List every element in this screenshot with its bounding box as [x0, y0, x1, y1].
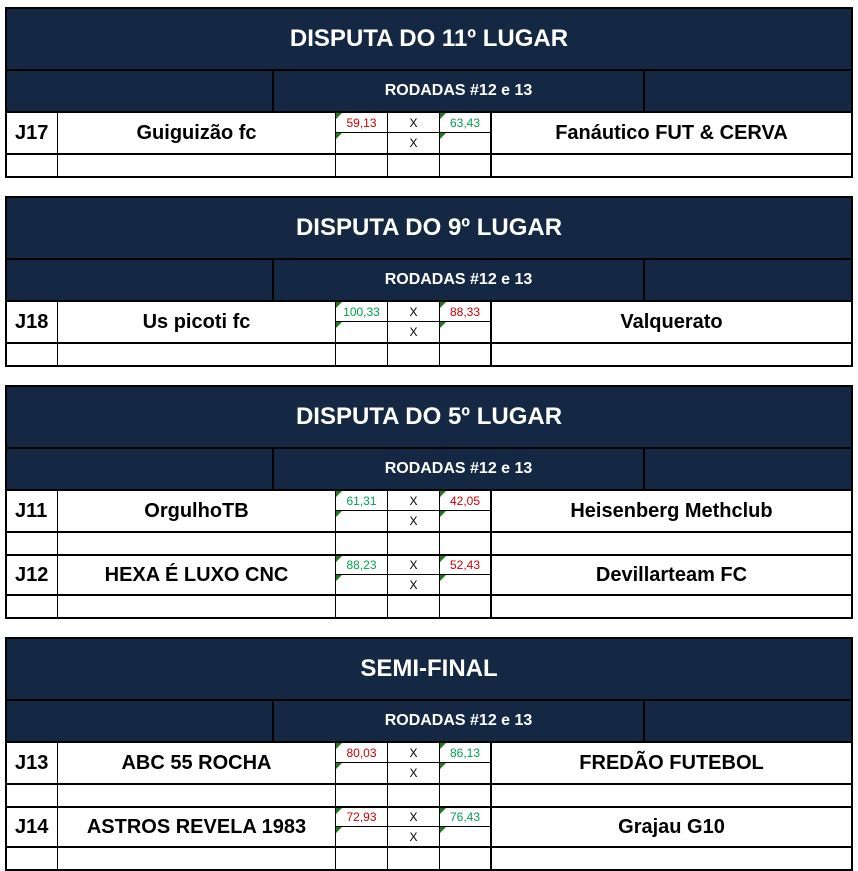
- empty-cell[interactable]: [440, 533, 492, 554]
- home-team[interactable]: OrgulhoTB: [58, 491, 336, 531]
- away-score: 52,43: [449, 558, 481, 572]
- subheader-empty-right: [645, 449, 851, 489]
- empty-cell[interactable]: [336, 785, 388, 806]
- match-row: [7, 302, 851, 365]
- empty-cell[interactable]: [440, 785, 492, 806]
- comment-marker-icon: [440, 133, 446, 139]
- empty-cell[interactable]: [58, 344, 336, 365]
- home-score-cell[interactable]: [336, 491, 388, 531]
- comment-marker-icon: [336, 827, 342, 833]
- home-score: 100,33: [343, 304, 380, 319]
- empty-cell[interactable]: [7, 344, 58, 365]
- versus-mark: X: [409, 136, 418, 150]
- rounds-label: RODADAS #12 e 13: [274, 701, 645, 741]
- versus-cell[interactable]: [388, 491, 440, 531]
- home-score-cell[interactable]: [336, 113, 388, 153]
- empty-cell[interactable]: [492, 533, 851, 554]
- empty-cell[interactable]: [440, 344, 492, 365]
- match-id[interactable]: J17: [7, 113, 58, 153]
- match-id[interactable]: J14: [7, 808, 58, 846]
- home-score: 88,23: [346, 558, 377, 572]
- away-team[interactable]: Heisenberg Methclub: [570, 499, 773, 522]
- empty-cell[interactable]: [388, 344, 440, 365]
- home-team[interactable]: ASTROS REVELA 1983: [58, 808, 336, 846]
- match-row: [7, 554, 851, 617]
- spacer-row: [7, 785, 851, 806]
- match-id[interactable]: J12: [7, 556, 58, 594]
- comment-marker-icon: [440, 575, 446, 581]
- block-title: DISPUTA DO 11º LUGAR: [7, 9, 851, 71]
- block-subheader: [7, 449, 851, 491]
- empty-cell[interactable]: [58, 533, 336, 554]
- away-team[interactable]: Valquerato: [620, 310, 723, 333]
- home-score: 72,93: [346, 810, 377, 824]
- block-subheader: [7, 71, 851, 113]
- away-score-cell[interactable]: [440, 808, 492, 846]
- bracket-block-9th-place: [5, 196, 853, 367]
- comment-marker-icon: [440, 322, 446, 328]
- comment-marker-icon: [440, 808, 446, 814]
- comment-marker-icon: [336, 302, 342, 308]
- home-score-cell[interactable]: [336, 808, 388, 846]
- versus-mark: X: [409, 766, 418, 780]
- versus-mark: X: [388, 556, 439, 575]
- empty-cell[interactable]: [58, 785, 336, 806]
- match-id[interactable]: J11: [7, 491, 58, 531]
- versus-cell[interactable]: [388, 556, 440, 594]
- empty-cell[interactable]: [388, 596, 440, 617]
- home-score-cell[interactable]: [336, 743, 388, 783]
- empty-cell[interactable]: [7, 533, 58, 554]
- empty-cell[interactable]: [388, 155, 440, 176]
- empty-cell[interactable]: [7, 596, 58, 617]
- block-subheader: [7, 260, 851, 302]
- away-team[interactable]: Fanáutico FUT & CERVA: [555, 121, 788, 144]
- empty-cell[interactable]: [336, 596, 388, 617]
- comment-marker-icon: [440, 556, 446, 562]
- block-title: DISPUTA DO 5º LUGAR: [7, 387, 851, 449]
- spacer-row: [7, 344, 851, 365]
- empty-cell[interactable]: [58, 848, 336, 869]
- versus-mark: X: [409, 514, 418, 528]
- empty-cell[interactable]: [336, 848, 388, 869]
- versus-cell[interactable]: [388, 743, 440, 783]
- empty-cell[interactable]: [58, 155, 336, 176]
- subheader-empty-right: [645, 260, 851, 300]
- comment-marker-icon: [336, 743, 342, 749]
- spacer-row: [7, 155, 851, 176]
- away-score-cell[interactable]: [440, 491, 492, 531]
- home-score-cell[interactable]: [336, 302, 388, 342]
- empty-cell[interactable]: [492, 848, 851, 869]
- versus-mark: X: [388, 808, 439, 827]
- empty-cell[interactable]: [7, 785, 58, 806]
- away-team[interactable]: FREDÃO FUTEBOL: [579, 751, 764, 774]
- away-score: 63,43: [449, 115, 481, 130]
- empty-cell[interactable]: [492, 155, 851, 176]
- match-id[interactable]: J18: [7, 302, 58, 342]
- home-team[interactable]: HEXA É LUXO CNC: [58, 556, 336, 594]
- versus-mark: X: [388, 743, 439, 763]
- comment-marker-icon: [336, 133, 342, 139]
- match-row: [7, 806, 851, 869]
- versus-mark: X: [388, 491, 439, 511]
- home-score: 61,31: [346, 493, 377, 508]
- rounds-label: RODADAS #12 e 13: [274, 260, 645, 300]
- comment-marker-icon: [440, 511, 446, 517]
- comment-marker-icon: [336, 763, 342, 769]
- rounds-label: RODADAS #12 e 13: [274, 449, 645, 489]
- comment-marker-icon: [440, 827, 446, 833]
- empty-cell[interactable]: [388, 848, 440, 869]
- comment-marker-icon: [336, 556, 342, 562]
- match-row: [7, 743, 851, 806]
- empty-cell[interactable]: [440, 848, 492, 869]
- match-row: [7, 491, 851, 554]
- subheader-empty-right: [645, 71, 851, 111]
- away-score-cell[interactable]: [440, 743, 492, 783]
- comment-marker-icon: [440, 763, 446, 769]
- away-team[interactable]: Devillarteam FC: [595, 563, 748, 586]
- comment-marker-icon: [440, 113, 446, 119]
- comment-marker-icon: [336, 113, 342, 119]
- empty-cell[interactable]: [336, 155, 388, 176]
- home-score: 80,03: [346, 745, 377, 760]
- home-team[interactable]: ABC 55 ROCHA: [58, 743, 336, 783]
- spacer-row: [7, 533, 851, 554]
- spacer-row: [7, 596, 851, 617]
- versus-cell[interactable]: [388, 808, 440, 846]
- match-id[interactable]: J13: [7, 743, 58, 783]
- empty-cell[interactable]: [388, 785, 440, 806]
- block-subheader: [7, 701, 851, 743]
- away-score-cell[interactable]: [440, 556, 492, 594]
- comment-marker-icon: [336, 322, 342, 328]
- away-score: 42,05: [449, 493, 481, 508]
- home-team[interactable]: Us picoti fc: [58, 302, 336, 342]
- versus-mark: X: [409, 577, 418, 592]
- empty-cell[interactable]: [7, 848, 58, 869]
- comment-marker-icon: [336, 808, 342, 814]
- rounds-label: RODADAS #12 e 13: [274, 71, 645, 111]
- block-title: SEMI-FINAL: [7, 639, 851, 701]
- comment-marker-icon: [336, 575, 342, 581]
- empty-cell[interactable]: [440, 596, 492, 617]
- away-score: 86,13: [449, 745, 481, 760]
- away-score: 76,43: [449, 810, 481, 824]
- empty-cell[interactable]: [492, 596, 851, 617]
- empty-cell[interactable]: [440, 155, 492, 176]
- versus-mark: X: [409, 829, 418, 844]
- subheader-empty-left: [7, 701, 274, 741]
- block-title: DISPUTA DO 9º LUGAR: [7, 198, 851, 260]
- empty-cell[interactable]: [336, 344, 388, 365]
- versus-mark: X: [388, 113, 439, 133]
- match-row: [7, 113, 851, 176]
- comment-marker-icon: [336, 511, 342, 517]
- bracket-block-semi-final: [5, 637, 853, 871]
- empty-cell[interactable]: [7, 155, 58, 176]
- subheader-empty-left: [7, 449, 274, 489]
- empty-cell[interactable]: [336, 533, 388, 554]
- home-score: 59,13: [346, 115, 377, 130]
- empty-cell[interactable]: [58, 596, 336, 617]
- empty-cell[interactable]: [492, 344, 851, 365]
- empty-cell[interactable]: [492, 785, 851, 806]
- subheader-empty-left: [7, 71, 274, 111]
- home-team[interactable]: Guiguizão fc: [58, 113, 336, 153]
- home-score-cell[interactable]: [336, 556, 388, 594]
- away-score: 88,33: [449, 304, 481, 319]
- comment-marker-icon: [440, 743, 446, 749]
- comment-marker-icon: [336, 491, 342, 497]
- comment-marker-icon: [440, 491, 446, 497]
- away-team[interactable]: Grajau G10: [618, 815, 725, 838]
- versus-mark: X: [409, 325, 418, 339]
- spacer-row: [7, 848, 851, 869]
- empty-cell[interactable]: [388, 533, 440, 554]
- subheader-empty-left: [7, 260, 274, 300]
- away-score-cell[interactable]: [440, 113, 492, 153]
- versus-cell[interactable]: [388, 302, 440, 342]
- away-score-cell[interactable]: [440, 302, 492, 342]
- subheader-empty-right: [645, 701, 851, 741]
- versus-cell[interactable]: [388, 113, 440, 153]
- comment-marker-icon: [440, 302, 446, 308]
- bracket-block-11th-place: [5, 7, 853, 178]
- bracket-block-5th-place: [5, 385, 853, 619]
- versus-mark: X: [388, 302, 439, 322]
